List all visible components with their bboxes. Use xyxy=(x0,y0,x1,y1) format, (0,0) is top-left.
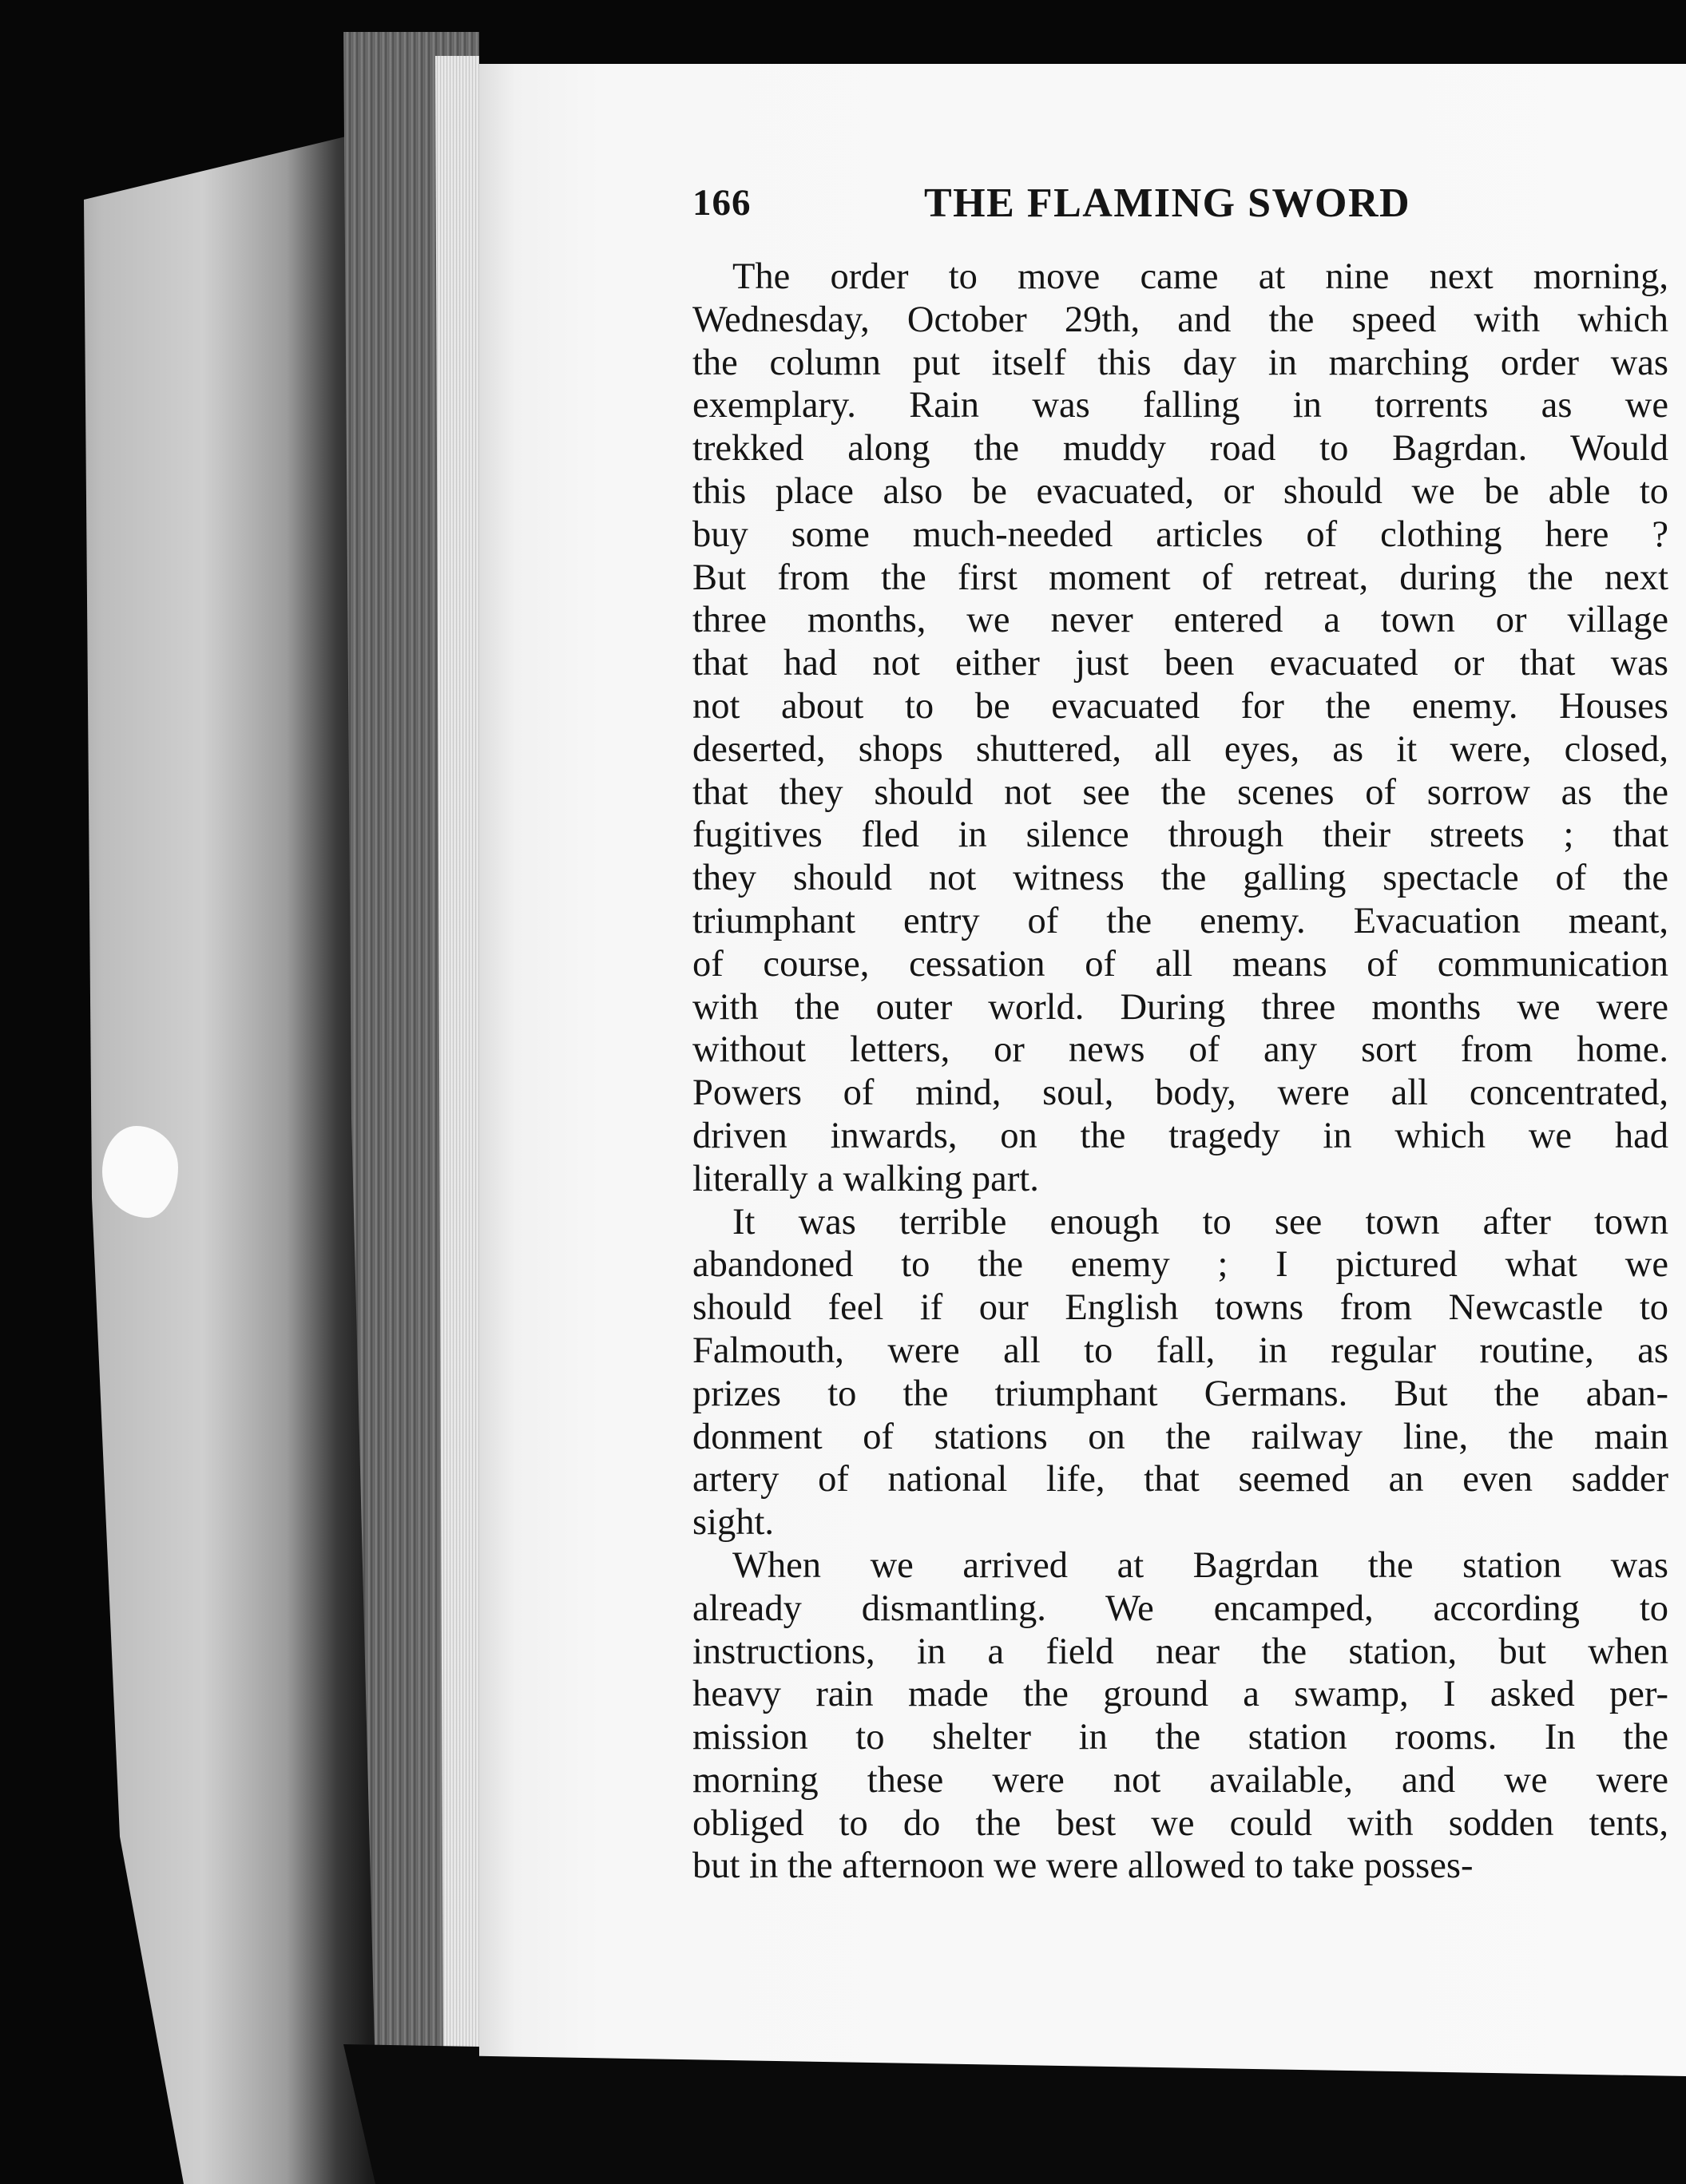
text-line: But from the first moment of retreat, during the next xyxy=(692,557,1668,598)
text-line: already dismantling. We encamped, according to xyxy=(692,1587,1668,1629)
text-line: The order to move came at nine next morning, xyxy=(732,256,1668,297)
text-line: prizes to the triumphant Germans. But the aban- xyxy=(692,1373,1668,1414)
text-line: artery of national life, that seemed an even sadder xyxy=(692,1459,1668,1500)
text-line: three months, we never entered a town or village xyxy=(692,600,1668,641)
text-line: donment of stations on the railway line, the main xyxy=(692,1416,1668,1457)
text-line: with the outer world. During three months we were xyxy=(692,986,1668,1028)
text-line: without letters, or news of any sort from home. xyxy=(692,1029,1668,1071)
running-title: THE FLAMING SWORD xyxy=(924,180,1411,226)
text-line: fugitives fled in silence through their streets ; that xyxy=(692,815,1668,856)
running-head xyxy=(692,164,1668,256)
text-line: When we arrived at Bagrdan the station was xyxy=(732,1544,1668,1586)
body-text xyxy=(692,256,1668,1888)
text-line: should feel if our English towns from Newcastle to xyxy=(692,1287,1668,1329)
paragraph xyxy=(692,256,1668,1201)
text-line: morning these were not available, and we were xyxy=(692,1759,1668,1801)
text-line: obliged to do the best we could with sodden tents, xyxy=(692,1802,1668,1844)
page-text-block xyxy=(692,164,1668,1888)
text-line: exemplary. Rain was falling in torrents as we xyxy=(692,385,1668,426)
text-line: driven inwards, on the tragedy in which we had xyxy=(692,1115,1668,1156)
text-line: literally a walking part. xyxy=(692,1158,1039,1199)
text-line: Powers of mind, soul, body, were all concentrated, xyxy=(692,1072,1668,1114)
text-line: abandoned to the enemy ; I pictured what we xyxy=(692,1244,1668,1286)
text-line: that they should not see the scenes of sorrow as the xyxy=(692,771,1668,813)
text-line: It was terrible enough to see town after town xyxy=(732,1201,1668,1243)
text-line: that had not either just been evacuated or that was xyxy=(692,643,1668,684)
paragraph xyxy=(692,1544,1668,1888)
text-line: trekked along the muddy road to Bagrdan. Would xyxy=(692,428,1668,470)
text-line: not about to be evacuated for the enemy. Houses xyxy=(692,685,1668,727)
page-number: 166 xyxy=(692,182,752,224)
text-line: of course, cessation of all means of communication xyxy=(692,943,1668,985)
text-line: triumphant entry of the enemy. Evacuation meant, xyxy=(692,900,1668,941)
text-line: buy some much-needed articles of clothing here ? xyxy=(692,513,1668,555)
text-line: Wednesday, October 29th, and the speed with which xyxy=(692,299,1668,340)
text-line: but in the afternoon we were allowed to take posses- xyxy=(692,1845,1474,1887)
text-line: sight. xyxy=(692,1502,775,1544)
text-line: Falmouth, were all to fall, in regular routine, as xyxy=(692,1330,1668,1371)
paragraph xyxy=(692,1201,1668,1544)
text-line: the column put itself this day in marching order was xyxy=(692,342,1668,383)
text-line: they should not witness the galling spectacle of the xyxy=(692,858,1668,899)
text-line: instructions, in a field near the station, but when xyxy=(692,1631,1668,1672)
text-line: deserted, shops shuttered, all eyes, as it were, closed, xyxy=(692,728,1668,770)
text-line: this place also be evacuated, or should we be able to xyxy=(692,470,1668,512)
text-line: mission to shelter in the station rooms. In the xyxy=(692,1717,1668,1758)
text-line: heavy rain made the ground a swamp, I asked per- xyxy=(692,1674,1668,1715)
